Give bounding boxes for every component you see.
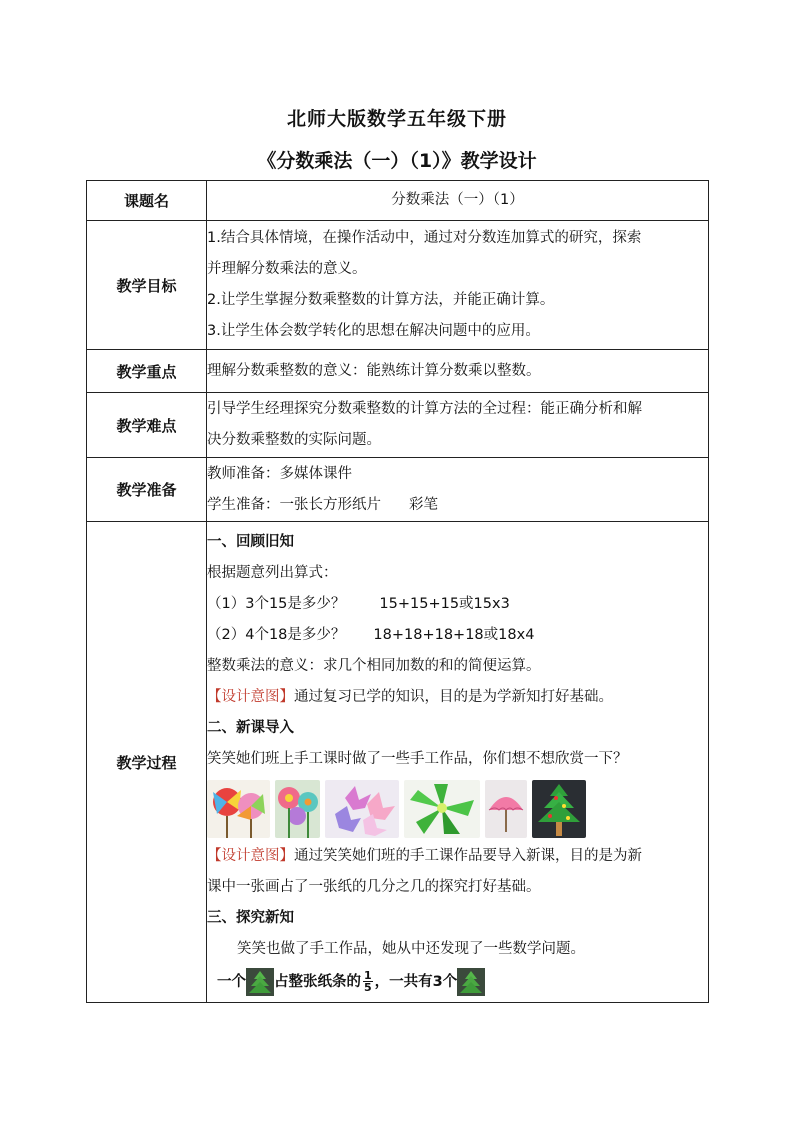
question-1-answer: 15+15+15或15x3	[379, 595, 510, 612]
goal-line: 2.让学生掌握分数乘整数的计算方法，并能正确计算。	[207, 292, 555, 308]
question-1	[207, 589, 708, 620]
label-goals: 教学目标	[87, 221, 207, 350]
design-intent-tag: 【设计意图】	[207, 688, 294, 705]
row-topic	[87, 181, 709, 221]
prep-student: 学生准备：一张长方形纸片	[207, 496, 381, 513]
doc-subtitle: 《分数乘法（一）（1）》教学设计	[257, 150, 537, 172]
lesson-plan-table	[86, 180, 709, 1003]
question-2	[207, 620, 708, 651]
row-prep	[87, 458, 709, 522]
label-key: 教学重点	[87, 350, 207, 393]
design-intent-text: 通过复习已学的知识，目的是为学新知打好基础。	[294, 688, 613, 705]
label-process: 教学过程	[87, 522, 207, 1003]
paper-fan-flower-image	[275, 780, 320, 838]
design-intent-1	[207, 682, 708, 713]
multiplication-meaning: 整数乘法的意义：求几个相同加数的和的简便运算。	[207, 657, 541, 674]
goal-line: 3.让学生体会数学转化的思想在解决问题中的应用。	[207, 323, 540, 339]
review-prompt: 根据题意列出算式：	[207, 564, 338, 581]
tree-icon	[457, 968, 485, 996]
difficulty-line: 引导学生经理探究分数乘整数的计算方法的全过程：能正确分析和解	[207, 401, 642, 417]
section-review: 一、回顾旧知	[207, 533, 294, 550]
row-difficulty	[87, 393, 709, 458]
row-key	[87, 350, 709, 393]
process-content	[207, 522, 709, 1003]
row-process	[87, 522, 709, 1003]
section-explore: 三、探究新知	[207, 909, 294, 926]
prep-content	[207, 458, 709, 522]
goals-content	[207, 221, 709, 350]
design-intent-tag: 【设计意图】	[207, 847, 294, 864]
pink-umbrella-craft-image	[485, 780, 527, 838]
pinwheel-craft-image	[207, 780, 270, 838]
question-2-text: （2）4个18是多少？	[207, 626, 346, 643]
question-2-answer: 18+18+18+18或18x4	[373, 626, 535, 643]
christmas-tree-craft-image	[532, 780, 586, 838]
label-topic: 课题名	[87, 181, 207, 221]
goal-line: 并理解分数乘法的意义。	[207, 261, 367, 277]
problem-part-b: 占整张纸条的	[274, 973, 361, 990]
prep-student-line	[207, 490, 708, 521]
tree-icon	[246, 968, 274, 996]
doc-title: 北师大版数学五年级下册	[286, 108, 507, 130]
design-intent-2-line1	[207, 841, 708, 872]
craft-photos	[207, 775, 708, 841]
difficulty-line: 决分数乘整数的实际问题。	[207, 432, 381, 448]
difficulty-content	[207, 393, 709, 458]
goal-line: 1.结合具体情境，在操作活动中，通过对分数连加算式的研究，探索	[207, 230, 642, 246]
fraction-denominator: 5	[364, 981, 372, 994]
green-origami-flower-image	[404, 780, 480, 838]
row-goals	[87, 221, 709, 350]
problem-part-a: 一个	[217, 973, 246, 990]
problem-count: 3个	[432, 973, 458, 990]
design-intent-2-text-2: 课中一张画占了一张纸的几分之几的探究打好基础。	[207, 878, 541, 895]
paper-flowers-image	[325, 780, 399, 838]
fraction-one-fifth	[363, 970, 373, 993]
intro-text: 笑笑她们班上手工课时做了一些手工作品，你们想不想欣赏一下？	[207, 750, 628, 767]
label-difficulty: 教学难点	[87, 393, 207, 458]
prep-teacher: 教师准备：多媒体课件	[207, 465, 352, 482]
key-value: 理解分数乘整数的意义：能熟练计算分数乘以整数。	[207, 350, 709, 393]
section-intro: 二、新课导入	[207, 719, 294, 736]
prep-student-extra: 彩笔	[409, 496, 438, 513]
problem-part-c: ，一共有	[374, 973, 433, 990]
label-prep: 教学准备	[87, 458, 207, 522]
design-intent-2-text-1: 通过笑笑她们班的手工课作品要导入新课，目的是为新	[294, 847, 642, 864]
fraction-numerator: 1	[364, 969, 372, 982]
topic-value: 分数乘法（一）（1）	[207, 181, 709, 221]
explore-text: 笑笑也做了手工作品，她从中还发现了一些数学问题。	[237, 940, 585, 957]
question-1-text: （1）3个15是多少？	[207, 595, 346, 612]
fraction-problem	[207, 965, 708, 998]
